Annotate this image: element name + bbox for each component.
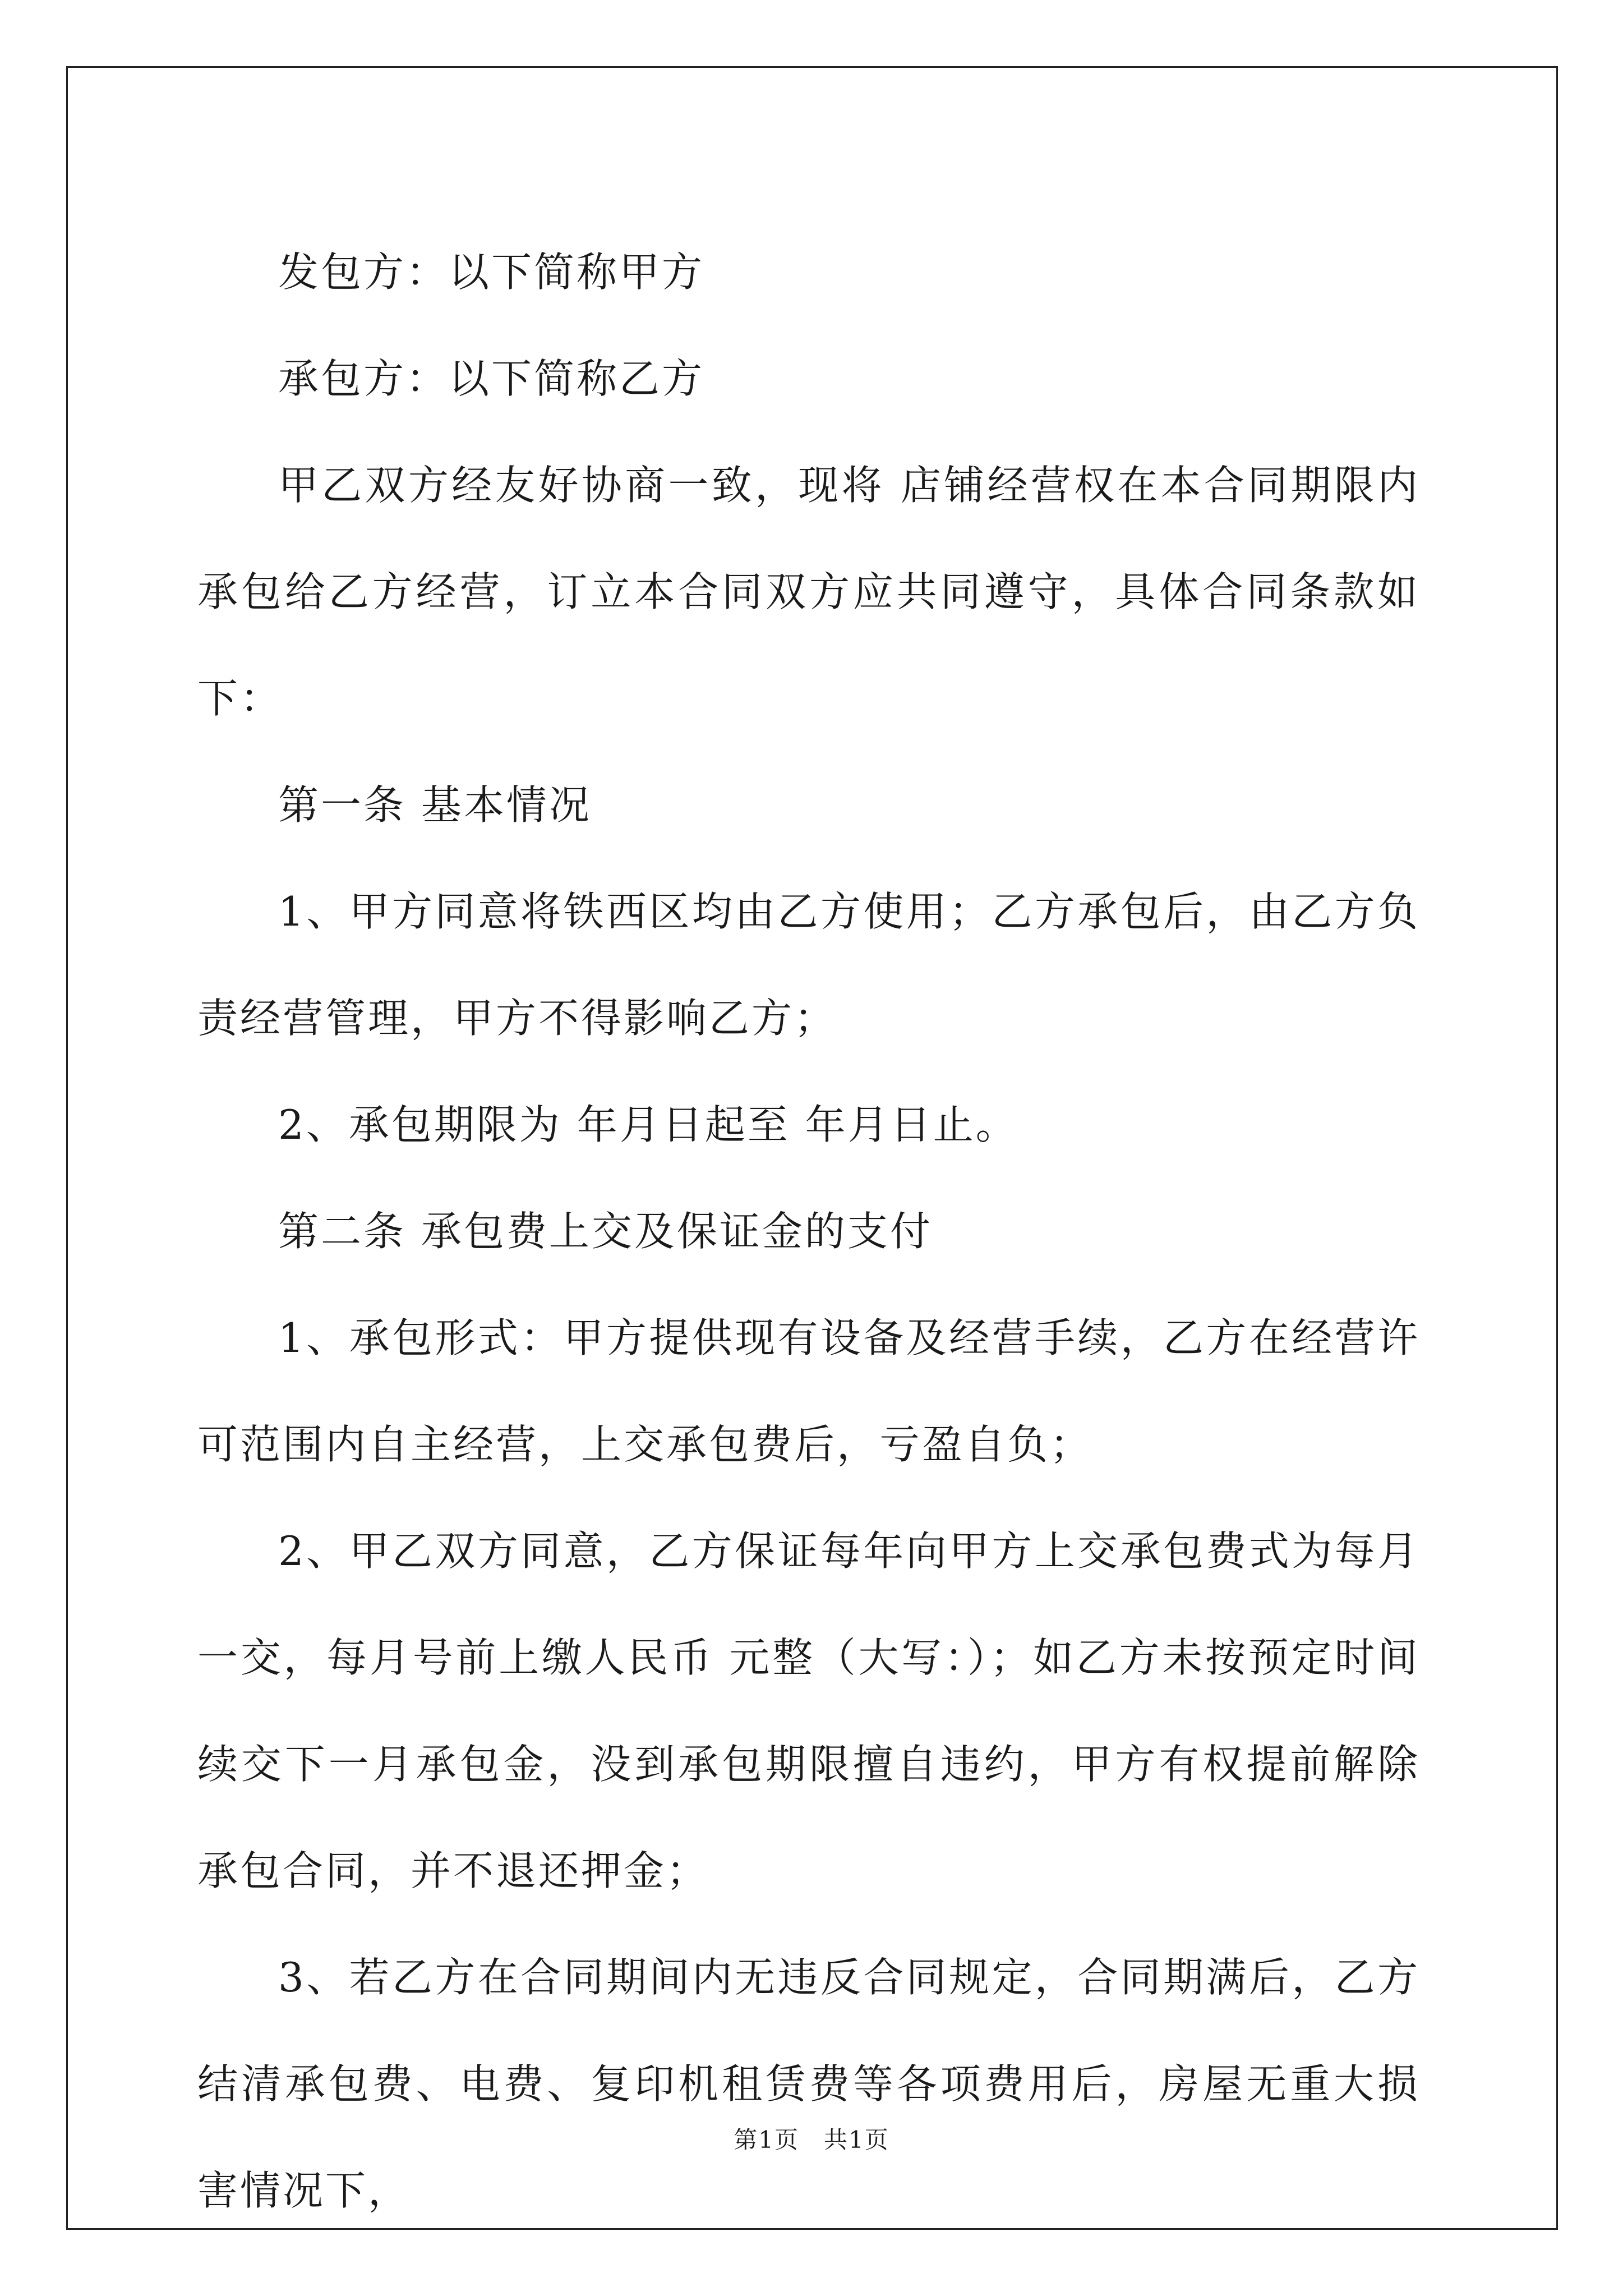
paragraph-party-a: 发包方：以下简称甲方	[278, 249, 705, 296]
article-2-clause-3: 3、若乙方在合同期间内无违反合同规定，合同期满后，乙方结清承包费、电费、复印机租赁费等各项费用后，房屋无重大损害情况下，	[197, 1954, 1420, 2214]
article-2-heading: 第二条 承包费上交及保证金的支付	[278, 1208, 933, 1255]
paragraph-preamble: 甲乙双方经友好协商一致，现将 店铺经营权在本合同期限内承包给乙方经营，订立本合同双方应共同遵守，具体合同条款如下：	[197, 462, 1420, 722]
paragraph-party-b: 承包方：以下简称乙方	[278, 355, 705, 402]
page-number-footer: 第1页 共1页	[734, 2126, 889, 2154]
article-2-clause-1: 1、承包形式：甲方提供现有设备及经营手续，乙方在经营许可范围内自主经营，上交承包费后，亏盈自负；	[197, 1314, 1420, 1468]
article-2-clause-2: 2、甲乙双方同意，乙方保证每年向甲方上交承包费式为每月一交，每月号前上缴人民币 元整（大写：）；如乙方未按预定时间续交下一月承包金，没到承包期限擅自违约，甲方有权提前解除承包合同，并不退还押金；	[197, 1527, 1420, 1894]
article-1-heading: 第一条 基本情况	[278, 781, 592, 829]
article-1-clause-2: 2、承包期限为 年月日起至 年月日止。	[278, 1101, 1018, 1148]
article-1-clause-1: 1、甲方同意将铁西区均由乙方使用；乙方承包后，由乙方负责经营管理，甲方不得影响乙方；	[197, 888, 1420, 1042]
document-body	[197, 219, 1420, 2244]
